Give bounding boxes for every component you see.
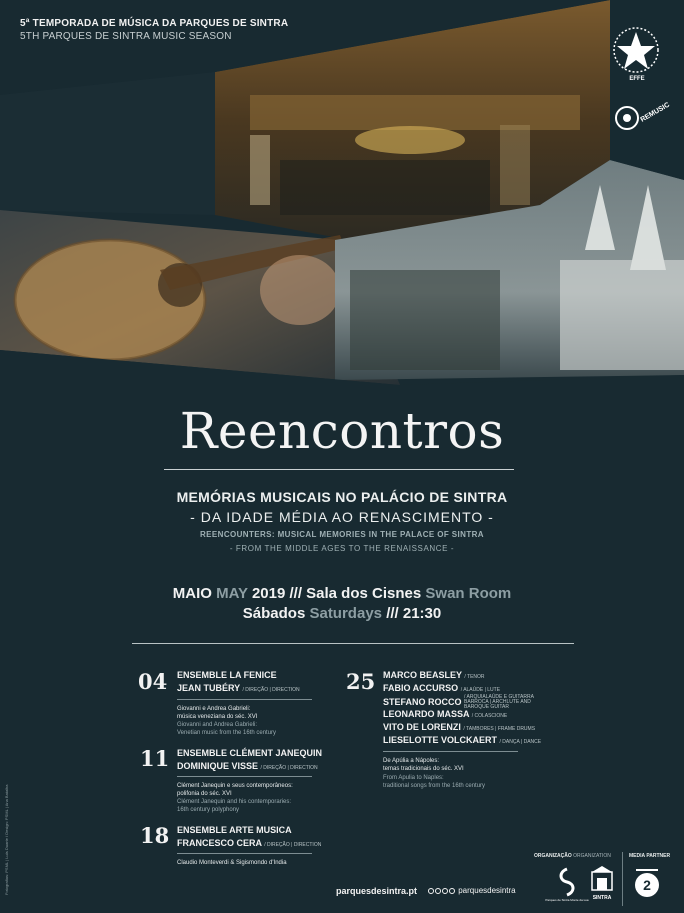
performer-line (177, 682, 300, 697)
performer-role: / COLASCIONE (471, 713, 508, 719)
parques-de-sintra-logo (545, 866, 589, 902)
performer-name: LEONARDO MASSA (383, 709, 470, 719)
concert-divider (177, 699, 312, 700)
youtube-icon[interactable] (442, 888, 448, 894)
performer-role: / TENOR (464, 674, 485, 680)
performer-name: ENSEMBLE CLÉMENT JANEQUIN (177, 748, 323, 758)
concert-time: /// 21:30 (386, 605, 442, 622)
title-divider (164, 469, 514, 470)
performer-role: / DIREÇÃO | DIRECTION (260, 765, 318, 771)
effe-logo-text: EFFE (629, 76, 645, 82)
collage-graphic (0, 0, 684, 400)
program-en-line: Venetian music from the 16th century (177, 730, 277, 736)
performer-name: LIESELOTTE VOLCKAERT (383, 735, 498, 745)
performer-name: FRANCESCO CERA (177, 838, 262, 848)
footer-separator (622, 852, 623, 906)
program-pt-line: música veneziana do séc. XVI (177, 714, 258, 720)
performer-role: / DIREÇÃO | DIRECTION (242, 687, 300, 693)
remusic-logo-text: REMUSIC (639, 101, 671, 124)
month-pt: MAIO (172, 585, 212, 602)
organization-label (534, 853, 611, 859)
days-time-line (0, 605, 684, 622)
program-pt-line: Giovanni e Andrea Gabrieli: (177, 706, 251, 712)
concert-divider (383, 751, 518, 752)
main-title: Reencontros (179, 402, 505, 460)
performer-name: JEAN TUBÉRY (177, 683, 241, 693)
organization-pt: ORGANIZAÇÃO (534, 853, 572, 859)
concert-day: 04 (138, 669, 168, 694)
venue-en: Swan Room (425, 585, 512, 602)
performer-name: MARCO BEASLEY (383, 670, 462, 680)
facebook-icon[interactable] (428, 888, 434, 894)
concert-day: 11 (140, 746, 170, 771)
media-logo-text: 2 (643, 877, 651, 893)
concert-divider (177, 853, 312, 854)
program-pt-line: Claudio Monteverdi & Sigismondo d'India (177, 860, 287, 866)
social-handle: parquesdesintra (458, 886, 516, 895)
subtitle-en-2: - FROM THE MIDDLE AGES TO THE RENAISSANCE - (229, 544, 455, 553)
effe-label-logo (606, 20, 668, 88)
instagram-icon[interactable] (435, 888, 441, 894)
twitter-icon[interactable] (449, 888, 455, 894)
performer-role: / ALAÚDE | LUTE (460, 687, 501, 693)
subtitle-pt-2: - DA IDADE MÉDIA AO RENASCIMENTO - (190, 509, 494, 525)
program-en-line: Giovanni and Andrea Gabrieli: (177, 722, 258, 728)
program-pt-line: Clément Janequin e seus contemporâneos: (177, 783, 293, 789)
antena-2-logo (630, 866, 664, 900)
subtitle-pt-1: MEMÓRIAS MUSICAIS NO PALÁCIO DE SINTRA (176, 489, 508, 505)
performer-name: DOMINIQUE VISSE (177, 761, 259, 771)
performer-name: FABIO ACCURSO (383, 683, 459, 693)
sintra-municipality-logo (586, 866, 618, 902)
program-pt-line: polifonia do séc. XVI (177, 791, 232, 797)
photo-credits: Fotografias: PSML | Luís Duarte / Design: PSML | Ana Batalha (4, 784, 9, 895)
performer-line (177, 760, 318, 775)
season-pt: 5ª TEMPORADA DE MÚSICA DA PARQUES DE SINTRA (20, 18, 289, 29)
season-heading (20, 17, 288, 43)
photo-collage (0, 0, 684, 400)
org-logo2-text: SINTRA (592, 895, 612, 901)
performer-role: / TAMBORES | FRAME DRUMS (463, 726, 536, 732)
performer-line (177, 837, 321, 852)
media-partner-label: MEDIA PARTNER (629, 853, 671, 859)
performer-name: ENSEMBLE LA FENICE (177, 670, 277, 680)
concert-divider (177, 776, 312, 777)
program-pt-line: De Apúlia a Nápoles: (383, 758, 440, 764)
performer-name: VITO DE LORENZI (383, 722, 461, 732)
days-pt: Sábados (242, 605, 306, 622)
month-en: MAY (216, 585, 248, 602)
program-en-line: From Apulia to Naples: (383, 775, 444, 781)
social-links[interactable] (428, 886, 516, 895)
remusic-logo (614, 96, 674, 140)
performer-role: / DANÇA | DANCE (499, 739, 542, 745)
program-en-line: 16th century polyphony (177, 807, 240, 813)
performer-name: STEFANO ROCCO (383, 696, 462, 707)
performer-name: ENSEMBLE ARTE MUSICA (177, 825, 292, 835)
organization-en: ORGANIZATION (573, 853, 611, 859)
performer-role: / DIREÇÃO | DIRECTION (264, 842, 322, 848)
subtitle-en-1: REENCOUNTERS: MUSICAL MEMORIES IN THE PALACE OF SINTRA (200, 530, 484, 539)
performer-line (383, 734, 541, 749)
concert-day: 25 (346, 669, 376, 694)
year-venue-pt: 2019 /// Sala dos Cisnes (251, 585, 422, 602)
program-en-line: traditional songs from the 16th century (383, 783, 486, 789)
org-logo1-text: Parques de Sintra Monte da Lua (545, 898, 589, 902)
website-link[interactable]: parquesdesintra.pt (336, 886, 418, 896)
days-en: Saturdays (309, 605, 383, 622)
date-venue-line (0, 585, 684, 602)
program-pt-line: temas tradicionais do séc. XVI (383, 766, 464, 772)
concert-day: 18 (140, 823, 170, 848)
program-divider (132, 643, 574, 644)
program-en-line: Clément Janequin and his contemporaries: (177, 799, 292, 805)
season-en: 5TH PARQUES DE SINTRA MUSIC SEASON (20, 31, 232, 42)
performer-role: / ARQUIALAÚDE E GUITARRA BARROCA | ARCHLUTE AND BAROQUE GUITAR (464, 694, 534, 710)
